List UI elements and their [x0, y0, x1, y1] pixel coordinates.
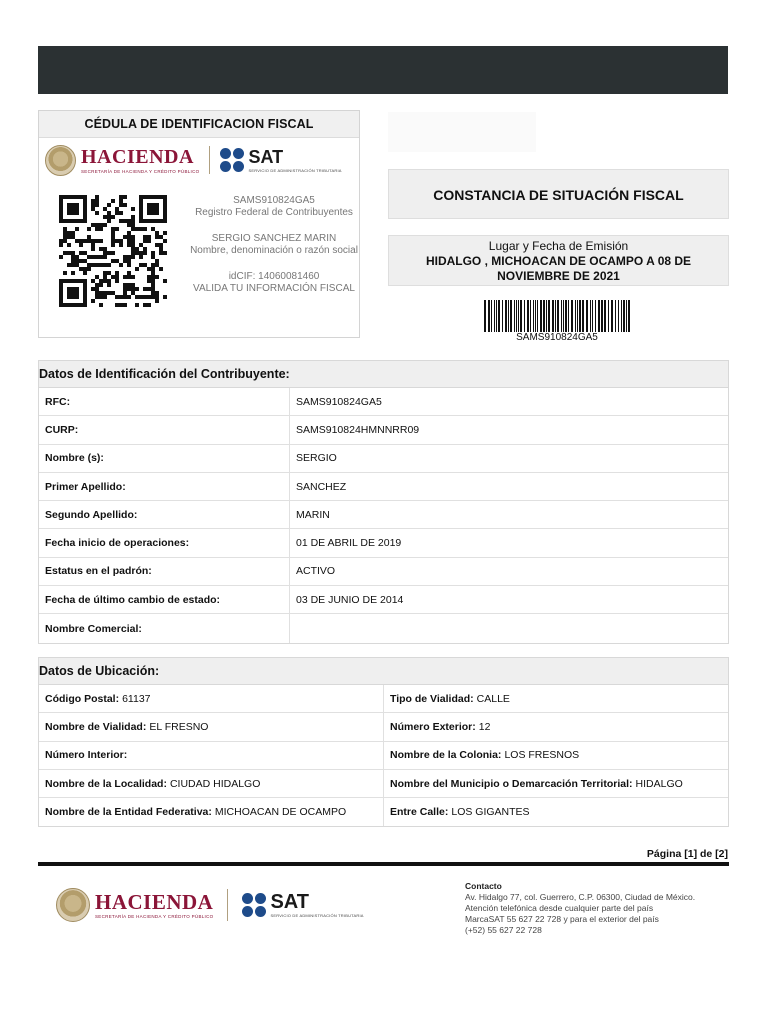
- row-value: SAMS910824HMNNRR09: [296, 423, 420, 436]
- row-value: 03 DE JUNIO DE 2014: [296, 593, 404, 606]
- ubicacion-title: Datos de Ubicación:: [39, 658, 728, 685]
- hacienda-logo: [45, 145, 199, 176]
- row-value: 01 DE ABRIL DE 2019: [296, 537, 402, 550]
- cedula-card: [38, 110, 360, 338]
- contribuyente-section: [38, 360, 729, 644]
- footer-hacienda-wordmark: HACIENDA: [95, 889, 214, 914]
- row-label: Segundo Apellido:: [39, 501, 290, 528]
- cell-label: Nombre de la Colonia:: [390, 749, 502, 762]
- table-cell: [384, 770, 683, 797]
- cell-value: MICHOACAN DE OCAMPO: [214, 806, 347, 819]
- cedula-name: SERGIO SANCHEZ MARIN: [211, 233, 337, 244]
- cell-label: Entre Calle:: [390, 806, 449, 819]
- row-label: Fecha inicio de operaciones:: [39, 529, 290, 556]
- footer-hacienda-subtitle: SECRETARÍA DE HACIENDA Y CRÉDITO PÚBLICO: [95, 913, 214, 919]
- sat-logo: [220, 148, 341, 173]
- lugar-place: HIDALGO , MICHOACAN DE OCAMPO A 08 DE NOVIEMBRE DE 2021: [425, 254, 692, 283]
- lugar-caption: Lugar y Fecha de Emisión: [488, 239, 629, 253]
- row-label: Nombre Comercial:: [39, 614, 290, 642]
- contact-line: (+52) 55 627 22 728: [465, 925, 542, 935]
- cedula-rfc: SAMS910824GA5: [233, 195, 315, 206]
- cedula-title: CÉDULA DE IDENTIFICACION FISCAL: [39, 111, 359, 138]
- cell-label: Tipo de Vialidad:: [390, 692, 474, 705]
- footer-divider: [38, 862, 729, 866]
- footer-logos: [56, 888, 364, 922]
- cell-label: Nombre de la Localidad:: [45, 777, 167, 790]
- contact-line: Atención telefónica desde cualquier parte del país: [465, 903, 654, 913]
- table-row: [39, 685, 728, 713]
- contribuyente-title: Datos de Identificación del Contribuyente:: [39, 361, 728, 388]
- footer-logo-divider: [227, 889, 228, 921]
- cell-label: Número Interior:: [45, 749, 128, 762]
- cell-value: EL FRESNO: [149, 720, 209, 733]
- cell-label: Nombre de Vialidad:: [45, 720, 147, 733]
- footer-sat-wordmark: SAT: [270, 890, 309, 913]
- cedula-info: [189, 195, 359, 309]
- row-value: ACTIVO: [296, 565, 336, 578]
- row-label: Fecha de último cambio de estado:: [39, 586, 290, 613]
- table-cell: [39, 685, 384, 712]
- footer-mexico-seal-icon: [56, 888, 90, 922]
- page-number: Página [1] de [2]: [646, 848, 728, 860]
- table-row: [39, 614, 728, 642]
- cell-label: Nombre del Municipio o Demarcación Territorial:: [390, 777, 633, 790]
- table-cell: [39, 713, 384, 740]
- table-row: [39, 501, 728, 529]
- cedula-name-caption: Nombre, denominación o razón social: [190, 245, 358, 256]
- contact-line: Av. Hidalgo 77, col. Guerrero, C.P. 06300, Ciudad de México.: [465, 892, 696, 902]
- cell-value: 12: [478, 720, 491, 733]
- constancia-title: CONSTANCIA DE SITUACIÓN FISCAL: [388, 169, 729, 219]
- row-label: Nombre (s):: [39, 445, 290, 472]
- sat-wordmark: SAT: [248, 146, 284, 167]
- row-label: Primer Apellido:: [39, 473, 290, 500]
- contact-block: [465, 881, 727, 936]
- row-value: [290, 614, 296, 642]
- row-label: Estatus en el padrón:: [39, 558, 290, 585]
- table-row: [39, 529, 728, 557]
- footer-sat-dots-icon: [242, 893, 266, 917]
- row-value: SERGIO: [296, 452, 337, 465]
- cedula-rfc-caption: Registro Federal de Contribuyentes: [195, 207, 353, 218]
- table-cell: [384, 685, 510, 712]
- barcode-text: SAMS910824GA5: [516, 332, 598, 343]
- table-row: [39, 713, 728, 741]
- cell-value: 61137: [122, 692, 151, 705]
- row-value: SAMS910824GA5: [296, 395, 382, 408]
- cell-value: LOS GIGANTES: [451, 806, 530, 819]
- table-row: [39, 473, 728, 501]
- table-cell: [39, 742, 384, 769]
- table-row: [39, 742, 728, 770]
- qr-code-icon: [59, 195, 167, 307]
- cell-label: Código Postal:: [45, 692, 120, 705]
- footer-hacienda-logo: [56, 888, 213, 922]
- table-row: [39, 798, 728, 826]
- table-row: [39, 416, 728, 444]
- cell-value: LOS FRESNOS: [504, 749, 580, 762]
- cell-value: HIDALGO: [635, 777, 683, 790]
- cell-label: Número Exterior:: [390, 720, 476, 733]
- cedula-idcif: idCIF: 14060081460: [228, 271, 320, 282]
- table-cell: [384, 798, 530, 826]
- cedula-logos: [45, 144, 357, 176]
- table-row: [39, 770, 728, 798]
- sat-subtitle: SERVICIO DE ADMINISTRACIÓN TRIBUTARIA: [248, 167, 342, 173]
- cell-value: CIUDAD HIDALGO: [169, 777, 261, 790]
- blank-placeholder: [388, 112, 536, 152]
- row-label: CURP:: [39, 416, 290, 443]
- mexico-seal-icon: [45, 145, 76, 176]
- row-label: RFC:: [39, 388, 290, 415]
- row-value: MARIN: [296, 508, 330, 521]
- footer-sat-subtitle: SERVICIO DE ADMINISTRACIÓN TRIBUTARIA: [270, 912, 364, 918]
- table-cell: [384, 713, 490, 740]
- row-value: SANCHEZ: [296, 480, 347, 493]
- logo-divider: [209, 146, 210, 174]
- table-row: [39, 445, 728, 473]
- contact-line: MarcaSAT 55 627 22 728 y para el exterior del país: [465, 914, 659, 924]
- table-cell: [39, 770, 384, 797]
- table-cell: [384, 742, 579, 769]
- sat-dots-icon: [220, 148, 244, 172]
- contact-title: Contacto: [465, 881, 502, 891]
- barcode-icon: [482, 300, 632, 332]
- table-row: [39, 388, 728, 416]
- cell-value: CALLE: [476, 692, 510, 705]
- table-row: [39, 558, 728, 586]
- hacienda-subtitle: SECRETARÍA DE HACIENDA Y CRÉDITO PÚBLICO: [81, 168, 200, 174]
- ubicacion-section: [38, 657, 729, 827]
- table-cell: [39, 798, 384, 826]
- top-header-bar: [38, 46, 728, 94]
- lugar-fecha-box: [388, 235, 729, 286]
- cell-label: Nombre de la Entidad Federativa:: [45, 806, 212, 819]
- hacienda-wordmark: HACIENDA: [81, 145, 194, 168]
- cedula-valida-link[interactable]: VALIDA TU INFORMACIÓN FISCAL: [193, 283, 355, 294]
- footer-sat-logo: [242, 890, 364, 918]
- table-row: [39, 586, 728, 614]
